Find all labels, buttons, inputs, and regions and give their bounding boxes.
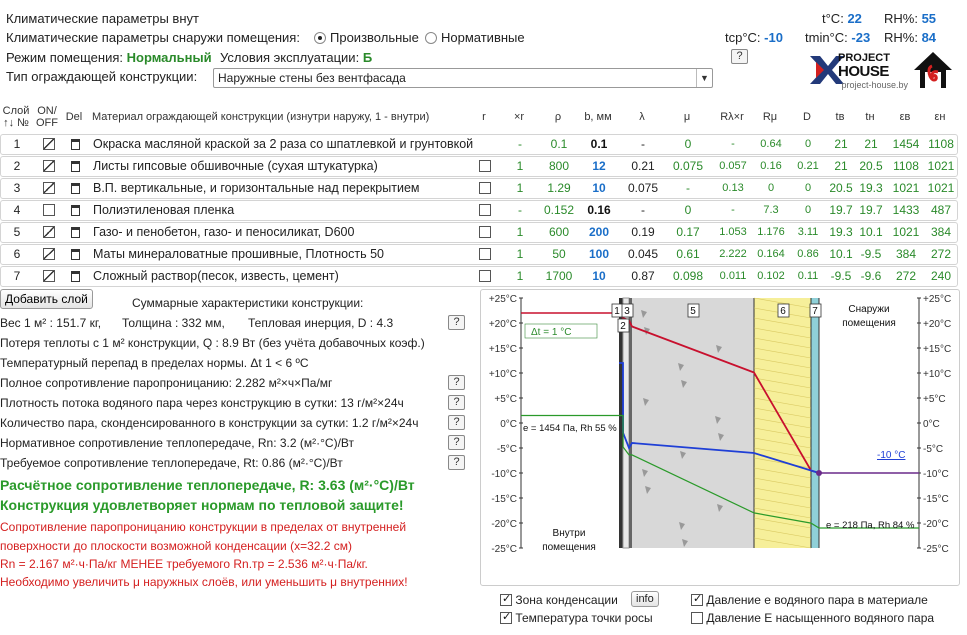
summary-r-calc: Расчётное сопротивление теплопередаче, R: 3.63 (м²·°С)/Вт — [0, 477, 415, 493]
avg-temp — [725, 30, 783, 45]
col-rlr-header: Rλ×r — [720, 111, 744, 123]
row-b: 12 — [592, 159, 606, 173]
row-mu: 0.075 — [672, 159, 704, 173]
row-xr: 1 — [516, 181, 524, 195]
help-rt-button[interactable]: ? — [448, 455, 465, 470]
row-en: 240 — [930, 269, 952, 283]
row-delete[interactable] — [65, 135, 85, 154]
table-row[interactable] — [0, 266, 958, 287]
col-lambda-header: λ — [639, 111, 645, 123]
row-tv: 19.3 — [829, 225, 853, 239]
row-r-checkbox[interactable] — [477, 157, 493, 176]
row-lambda: 0.075 — [627, 181, 659, 195]
e-inside-label: e = 1454 Па, Rh 55 % — [523, 423, 617, 434]
y-tick-label-right: 0°C — [923, 419, 940, 430]
row-number: 2 — [13, 159, 21, 173]
col-layer-sort: ↑↓ № — [3, 117, 29, 129]
summary-weight: Вес 1 м² : 151.7 кг, — [0, 316, 102, 330]
row-onoff[interactable] — [39, 223, 59, 242]
onoff-checkbox-icon[interactable] — [43, 204, 55, 216]
warning-line-4: Необходимо увеличить μ наружных слоёв, или уменьшить μ внутренних! — [0, 575, 408, 589]
row-ev: 272 — [895, 269, 917, 283]
row-material[interactable]: Газо- и пенобетон, газо- и пеносиликат, D600 — [93, 225, 355, 239]
row-tn: -9.6 — [860, 269, 882, 283]
help-vapor-resist-button[interactable]: ? — [448, 375, 465, 390]
table-row[interactable] — [0, 244, 958, 265]
row-b: 200 — [588, 225, 610, 239]
row-xr: - — [518, 137, 522, 151]
row-onoff[interactable] — [39, 245, 59, 264]
row-number: 5 — [13, 225, 21, 239]
inside-rh — [884, 11, 936, 26]
summary-ok: Конструкция удовлетворяет нормам по тепловой защите! — [0, 497, 404, 513]
trash-icon[interactable] — [71, 183, 80, 194]
checkbox-icon[interactable] — [479, 248, 491, 260]
y-tick-label-right: +15°C — [923, 344, 952, 355]
layer-mortar-fill — [811, 298, 819, 548]
row-en: 487 — [930, 203, 952, 217]
min-temp-value: -23 — [851, 30, 871, 45]
row-ev: 1108 — [893, 159, 919, 173]
col-tv-header: tв — [835, 111, 845, 123]
summary-vapor-resist: Полное сопротивление паропроницанию: 2.282 м²×ч×Па/мг — [0, 376, 333, 390]
inside-label-2: помещения — [542, 542, 596, 553]
row-tv: 10.1 — [829, 247, 853, 261]
checkbox-pressure-E[interactable] — [691, 612, 703, 624]
checkbox-icon[interactable] — [479, 270, 491, 282]
layer-label: 2 — [620, 321, 626, 332]
col-rmu-header: Rμ — [762, 111, 778, 123]
row-tv: 19.7 — [829, 203, 853, 217]
col-layer-label: Слой — [2, 105, 30, 117]
row-onoff[interactable] — [39, 267, 59, 286]
help-inertia-button[interactable]: ? — [448, 315, 465, 330]
operating-conditions-value: Б — [362, 50, 373, 65]
row-rmu: 1.176 — [757, 226, 785, 238]
row-tv: 21 — [834, 159, 848, 173]
row-mu: 0 — [684, 203, 692, 217]
row-delete[interactable] — [65, 223, 85, 242]
outside-climate-label: Климатические параметры снаружи помещения: — [6, 30, 300, 45]
col-onoff-header — [34, 102, 60, 132]
info-button[interactable]: info — [631, 591, 659, 607]
y-tick-label-right: +5°C — [923, 394, 946, 405]
t-outside-label: -10 °C — [877, 450, 906, 461]
summary-temp-diff: Температурный перепад в пределах нормы. Δt 1 < 6 ºC — [0, 356, 309, 370]
row-en: 272 — [930, 247, 952, 261]
y-tick-label-left: -15°C — [491, 494, 517, 505]
y-tick-label-left: +20°C — [488, 319, 517, 330]
onoff-checkbox-icon[interactable] — [43, 138, 55, 150]
row-mu: - — [686, 181, 690, 195]
row-rho: 1.29 — [547, 181, 571, 195]
checkbox-icon[interactable] — [479, 160, 491, 172]
table-row[interactable] — [0, 200, 958, 221]
col-r-header: r — [482, 111, 486, 123]
y-tick-label-right: -5°C — [923, 444, 944, 455]
row-d: 3.11 — [797, 226, 819, 238]
row-onoff[interactable] — [39, 157, 59, 176]
y-tick-label-left: +10°C — [488, 369, 517, 380]
y-tick-label-right: -10°C — [923, 469, 949, 480]
y-tick-label-left: +15°C — [488, 344, 517, 355]
radio-arbitrary-icon[interactable] — [314, 32, 326, 44]
radio-normative-label: Нормативные — [441, 30, 525, 45]
col-en-header: εн — [934, 111, 946, 123]
row-en: 1021 — [927, 181, 955, 195]
row-rlr: 0.13 — [722, 182, 744, 194]
toggle-condensation-zone[interactable] — [500, 593, 618, 607]
row-lambda: - — [641, 137, 645, 151]
radio-arbitrary[interactable] — [314, 30, 419, 45]
min-temp-label: tmin°C: — [805, 30, 848, 45]
row-rmu: 0.64 — [760, 138, 782, 150]
help-condensate-button[interactable]: ? — [448, 415, 465, 430]
row-number: 3 — [13, 181, 21, 195]
row-mu: 0 — [684, 137, 692, 151]
checkbox-dew-temp[interactable] — [500, 612, 512, 624]
row-en: 1108 — [928, 137, 954, 151]
row-rho: 600 — [548, 225, 570, 239]
row-d: 0 — [804, 204, 812, 216]
layer-film-fill — [629, 298, 632, 548]
checkbox-icon[interactable] — [479, 182, 491, 194]
col-xr-header: ×r — [513, 111, 525, 123]
row-ev: 1454 — [892, 137, 920, 151]
row-r-checkbox[interactable] — [477, 223, 493, 242]
row-tv: 21 — [834, 137, 848, 151]
inside-rh-label: RH%: — [884, 11, 918, 26]
row-onoff[interactable] — [39, 179, 59, 198]
col-material-header: Материал ограждающей конструкции (изнутри наружу, 1 - внутри) — [92, 111, 430, 123]
row-tn: -9.5 — [860, 247, 882, 261]
house-icon[interactable] — [912, 50, 954, 90]
row-mu: 0.17 — [676, 225, 700, 239]
col-b-header: b, мм — [584, 111, 612, 123]
row-ev: 1433 — [892, 203, 920, 217]
row-material[interactable]: Маты минераловатные прошивные, Плотность 50 — [93, 247, 384, 261]
summary-heat-loss: Потеря теплоты с 1 м² конструкции, Q : 8.9 Вт (без учёта добавочных коэф.) — [0, 336, 425, 350]
row-rlr: 0.057 — [719, 160, 747, 172]
construction-type-label: Тип ограждающей конструкции: — [6, 69, 198, 84]
y-tick-label-right: +10°C — [923, 369, 952, 380]
row-r-checkbox[interactable] — [477, 201, 493, 220]
row-rho: 1700 — [545, 269, 573, 283]
y-tick-label-left: -10°C — [491, 469, 517, 480]
y-tick-label-left: -25°C — [491, 544, 517, 555]
y-tick-label-right: -15°C — [923, 494, 949, 505]
summary-rt: Требуемое сопротивление теплопередаче, Rt: 0.86 (м²·°С)/Вт — [0, 456, 343, 470]
row-b: 0.1 — [590, 137, 608, 151]
row-en: 384 — [930, 225, 952, 239]
row-delete[interactable] — [65, 201, 85, 220]
row-delete[interactable] — [65, 245, 85, 264]
trash-icon[interactable] — [71, 227, 80, 238]
row-mu: 0.61 — [676, 247, 700, 261]
summary-vapor-flow: Плотность потока водяного пара через конструкцию в сутки: 13 г/м²×24ч — [0, 396, 404, 410]
onoff-checkbox-icon[interactable] — [43, 160, 55, 172]
row-material[interactable]: В.П. вертикальные, и горизонтальные над перекрытием — [93, 181, 420, 195]
y-tick-label-left: +25°C — [488, 294, 517, 305]
checkbox-icon[interactable] — [479, 204, 491, 216]
summary-condensate: Количество пара, сконденсированного в конструкции за сутки: 1.2 г/м²×24ч — [0, 416, 419, 430]
row-rho: 50 — [552, 247, 566, 261]
temperature-chart — [480, 289, 960, 586]
min-temp — [805, 30, 870, 45]
onoff-checkbox-icon[interactable] — [43, 248, 55, 260]
row-d: 0 — [804, 138, 812, 150]
row-d: 0.21 — [797, 160, 819, 172]
onoff-checkbox-icon[interactable] — [43, 226, 55, 238]
row-en: 1021 — [927, 159, 955, 173]
summary-title: Суммарные характеристики конструкции: — [132, 296, 364, 310]
col-ev-header: εв — [899, 111, 911, 123]
row-b: 0.16 — [587, 203, 611, 217]
pressure-E-label: Давление E насыщенного водяного пара — [706, 611, 935, 625]
row-rho: 800 — [548, 159, 570, 173]
table-row[interactable] — [0, 178, 958, 199]
row-d: 0 — [804, 182, 812, 194]
row-rlr: - — [731, 138, 735, 150]
trash-icon[interactable] — [71, 249, 80, 260]
row-b: 10 — [592, 269, 606, 283]
row-material[interactable]: Полиэтиленовая пленка — [93, 203, 235, 217]
row-rmu: 0.16 — [760, 160, 782, 172]
inside-temp — [822, 11, 862, 26]
logo-top-text: PROJECT — [838, 52, 890, 64]
help-rn-button[interactable]: ? — [448, 435, 465, 450]
row-rho: 0.1 — [550, 137, 568, 151]
outside-rh — [884, 30, 936, 45]
dt-label: Δt = 1 °C — [531, 327, 572, 338]
trash-icon[interactable] — [71, 139, 80, 150]
room-mode — [6, 50, 212, 65]
row-rho: 0.152 — [543, 203, 575, 217]
e-outside-label: e = 218 Па, Rh 84 % — [826, 520, 915, 531]
row-rmu: 0.102 — [757, 270, 785, 282]
table-row[interactable] — [0, 134, 958, 155]
inside-temp-label: t°C: — [822, 11, 844, 26]
summary-rn: Нормативное сопротивление теплопередаче, Rn: 3.2 (м²·°С)/Вт — [0, 436, 355, 450]
toggle-dew-temp[interactable] — [500, 611, 653, 625]
series-end-marker — [816, 470, 822, 476]
col-rho-header: ρ — [554, 111, 562, 123]
row-lambda: 0.19 — [631, 225, 655, 239]
row-b: 100 — [588, 247, 610, 261]
col-onoff-label: ON/ — [37, 105, 57, 117]
col-d-header: D — [803, 111, 811, 123]
y-tick-label-right: -25°C — [923, 544, 949, 555]
row-xr: 1 — [516, 247, 524, 261]
row-d: 0.11 — [797, 270, 819, 282]
radio-normative-icon[interactable] — [425, 32, 437, 44]
y-tick-label-left: 0°C — [500, 419, 517, 430]
row-tv: -9.5 — [830, 269, 852, 283]
row-tn: 10.1 — [859, 225, 883, 239]
col-tn-header: tн — [865, 111, 875, 123]
y-tick-label-left: -5°C — [496, 444, 517, 455]
row-tv: 20.5 — [829, 181, 853, 195]
y-tick-label-right: +25°C — [923, 294, 952, 305]
row-lambda: 0.21 — [631, 159, 655, 173]
construction-type-select[interactable] — [213, 68, 713, 88]
row-rlr: - — [731, 204, 735, 216]
row-lambda: 0.045 — [627, 247, 659, 261]
inside-label-1: Внутри — [552, 528, 586, 539]
row-d: 0.86 — [797, 248, 819, 260]
row-b: 10 — [592, 181, 606, 195]
y-tick-label-left: -20°C — [491, 519, 517, 530]
row-r-checkbox[interactable] — [477, 245, 493, 264]
summary-inertia: Тепловая инерция, D : 4.3 — [248, 316, 394, 330]
checkbox-condensation-zone[interactable] — [500, 594, 512, 606]
avg-temp-value: -10 — [764, 30, 783, 45]
row-xr: 1 — [516, 225, 524, 239]
row-tn: 19.3 — [859, 181, 883, 195]
row-rmu: 0 — [767, 182, 775, 194]
outside-label-1: Снаружи — [848, 304, 890, 315]
summary-thickness: Толщина : 332 мм, — [122, 316, 225, 330]
warning-line-1: Сопротивление паропроницанию конструкции в пределах от внутренней — [0, 520, 407, 534]
col-mu-header: μ — [683, 111, 691, 123]
row-xr: 1 — [516, 159, 524, 173]
row-ev: 384 — [895, 247, 917, 261]
inside-climate-label: Климатические параметры внут — [6, 11, 199, 26]
row-rmu: 7.3 — [763, 204, 779, 216]
chevron-down-icon[interactable]: ▼ — [696, 69, 712, 87]
onoff-checkbox-icon[interactable] — [43, 270, 55, 282]
row-mu: 0.098 — [672, 269, 704, 283]
outside-rh-value: 84 — [921, 30, 937, 45]
toggle-pressure-E[interactable] — [691, 611, 934, 625]
checkbox-pressure-e[interactable] — [691, 594, 703, 606]
inside-rh-value: 55 — [921, 11, 937, 26]
trash-icon[interactable] — [71, 205, 80, 216]
row-number: 1 — [13, 137, 21, 151]
condensation-zone-label: Зона конденсации — [515, 593, 618, 607]
row-tn: 19.7 — [859, 203, 883, 217]
warning-line-2: поверхности до плоскости возможной конденсации (x=32.2 см) — [0, 539, 353, 553]
outside-label-2: помещения — [842, 318, 896, 329]
add-layer-button[interactable]: Добавить слой — [0, 289, 93, 309]
y-tick-label-left: +5°C — [494, 394, 517, 405]
row-number: 6 — [13, 247, 21, 261]
radio-arbitrary-label: Произвольные — [330, 30, 419, 45]
row-material[interactable]: Листы гипсовые обшивочные (сухая штукатурка) — [93, 159, 378, 173]
operating-conditions — [220, 50, 372, 65]
row-tn: 21 — [864, 137, 878, 151]
help-button[interactable]: ? — [731, 49, 748, 64]
row-rlr: 1.053 — [719, 226, 747, 238]
row-material[interactable]: Окраска масляной краской за 2 раза со шпатлевкой и грунтовкой — [93, 137, 474, 151]
row-r-checkbox[interactable] — [477, 267, 493, 286]
layer-label: 6 — [780, 306, 786, 317]
row-lambda: 0.87 — [631, 269, 655, 283]
row-delete[interactable] — [65, 267, 85, 286]
row-rmu: 0.164 — [757, 248, 785, 260]
trash-icon[interactable] — [71, 271, 80, 282]
y-tick-label-right: -20°C — [923, 519, 949, 530]
operating-conditions-label: Условия эксплуатации: — [220, 50, 360, 65]
help-vapor-flow-button[interactable]: ? — [448, 395, 465, 410]
pressure-e-label: Давление e водяного пара в материале — [706, 593, 928, 607]
row-tn: 20.5 — [859, 159, 883, 173]
layer-label: 1 — [614, 306, 620, 317]
y-tick-label-right: +20°C — [923, 319, 952, 330]
logo-site-text: project-house.by — [841, 80, 908, 90]
layer-label: 3 — [624, 306, 630, 317]
chart-svg — [481, 290, 959, 585]
row-ev: 1021 — [892, 225, 920, 239]
radio-normative[interactable] — [425, 30, 525, 45]
row-ev: 1021 — [892, 181, 920, 195]
row-delete[interactable] — [65, 157, 85, 176]
table-row[interactable] — [0, 222, 958, 243]
checkbox-icon[interactable] — [479, 226, 491, 238]
layer-label: 5 — [690, 306, 696, 317]
toggle-pressure-e[interactable] — [691, 593, 928, 607]
row-number: 7 — [13, 269, 21, 283]
dew-temp-label: Температура точки росы — [515, 611, 653, 625]
row-r-checkbox[interactable] — [477, 179, 493, 198]
row-xr: 1 — [516, 269, 524, 283]
table-row[interactable] — [0, 156, 958, 177]
col-onoff-label2: OFF — [36, 117, 58, 129]
col-layer-header[interactable] — [0, 102, 32, 132]
construction-type-value: Наружные стены без вентфасада — [218, 71, 406, 85]
room-mode-label: Режим помещения: — [6, 50, 123, 65]
row-material[interactable]: Сложный раствор(песок, известь, цемент) — [93, 269, 339, 283]
row-rlr: 0.011 — [719, 270, 747, 282]
layer-concrete-fill — [632, 298, 754, 548]
logo-mid-text: HOUSE — [838, 63, 889, 80]
row-rlr: 2.222 — [719, 248, 747, 260]
row-xr: - — [518, 203, 522, 217]
outside-rh-label: RH%: — [884, 30, 918, 45]
avg-temp-label: tср°C: — [725, 30, 761, 45]
trash-icon[interactable] — [71, 161, 80, 172]
row-number: 4 — [13, 203, 21, 217]
project-house-logo[interactable] — [808, 52, 908, 90]
onoff-checkbox-icon[interactable] — [43, 182, 55, 194]
layer-label: 7 — [812, 306, 818, 317]
row-delete[interactable] — [65, 179, 85, 198]
room-mode-value: Нормальный — [126, 50, 212, 65]
warning-line-3: Rn = 2.167 м²·ч·Па/кг МЕНЕЕ требуемого Rn.тр = 2.536 м²·ч·Па/кг. — [0, 557, 368, 571]
row-lambda: - — [641, 203, 645, 217]
col-del-header: Del — [65, 111, 83, 123]
row-onoff[interactable] — [39, 135, 59, 154]
row-onoff[interactable] — [39, 201, 59, 220]
inside-temp-value: 22 — [847, 11, 862, 26]
